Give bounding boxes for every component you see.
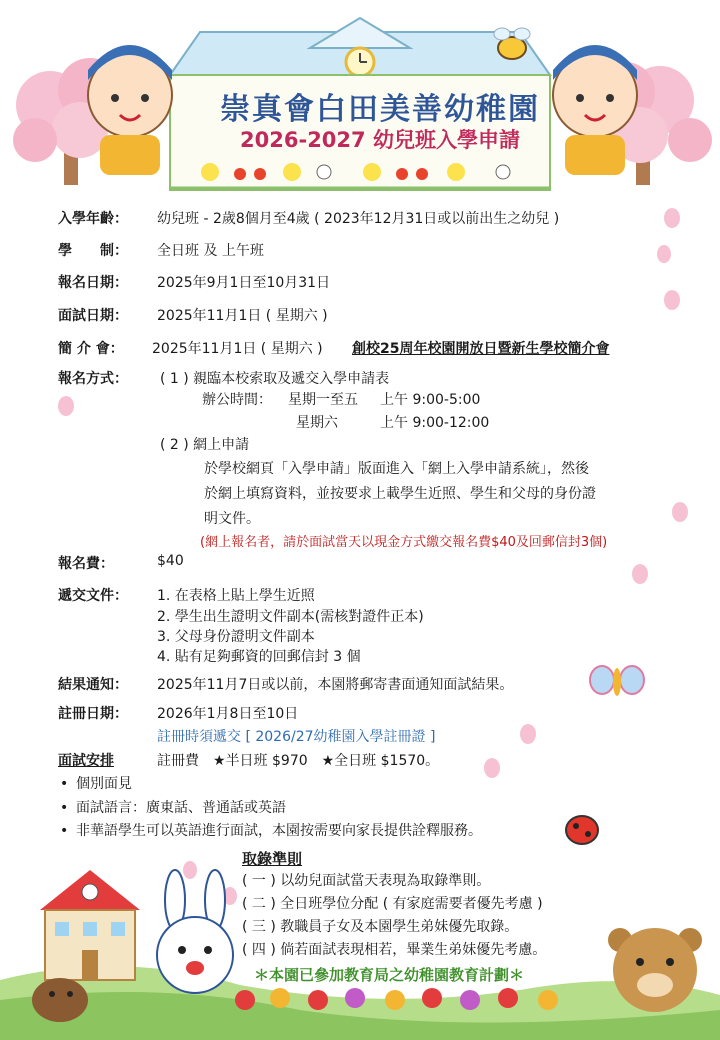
admission-criteria-title: 取錄準則 [242,850,303,868]
document-item: 2. 學生出生證明文件副本(需核對證件正本) [157,609,424,625]
admission-criterion: ( 四 ) 倘若面試表現相若，畢業生弟妹優先考慮。 [242,942,547,958]
method-1: ( 1 ) 親臨本校索取及遞交入學申請表 [160,371,390,387]
system-label: 學 制： [58,243,128,259]
office-hours-label: 辦公時間： [202,392,272,408]
butterfly-icon [590,666,644,696]
age-value: 幼兒班 - 2歲8個月至4歲 ( 2023年12月31日或以前出生之幼兒 ) [157,211,560,227]
mole-character [32,978,88,1022]
office-weekday-time: 上午 9:00-5:00 [380,392,481,408]
school-building-icon [40,870,140,980]
interview-arrangement-label: 面試安排 [58,753,114,769]
office-saturday: 星期六 [296,415,338,431]
documents-label: 遞交文件： [58,588,128,604]
result-label: 結果通知： [58,677,128,693]
register-value: 2026年1月8日至10日 [157,706,299,722]
registration-date-label: 報名日期： [58,275,128,291]
document-item: 1. 在表格上貼上學生近照 [157,588,315,604]
document-item: 4. 貼有足夠郵資的回郵信封 3 個 [157,649,361,665]
page-subtitle: 2026-2027 幼兒班入學申請 [240,128,520,152]
briefing-label: 簡 介 會： [58,341,124,357]
footer-illustration [0,850,720,1040]
bunny-character [157,870,233,993]
online-fee-note: (網上報名者，請於面試當天以現金方式繳交報名費$40及回郵信封3個) [200,535,608,550]
admission-criterion: ( 一 ) 以幼兒面試當天表現為取錄準則。 [242,873,491,889]
office-saturday-time: 上午 9:00-12:00 [380,415,490,431]
method-2-line-2: 於網上填寫資料，並按要求上載學生近照、學生和父母的身份證 [204,486,596,502]
age-label: 入學年齡： [58,211,128,227]
interview-bullet: • 個別面見 [76,775,132,793]
system-value: 全日班 及 上午班 [157,243,264,259]
school-name: 崇真會白田美善幼稚園 [220,92,540,127]
flower-row [235,988,558,1010]
admission-criterion: ( 二 ) 全日班學位分配 ( 有家庭需要者優先考慮 ) [242,896,543,912]
method-label: 報名方式： [58,371,128,387]
admission-criterion: ( 三 ) 教職員子女及本園學生弟妹優先取錄。 [242,919,519,935]
method-2-line-3: 明文件。 [204,511,260,527]
registration-date-value: 2025年9月1日至10月31日 [157,275,331,291]
interview-bullet: • 非華語學生可以英語進行面試，本園按需要向家長提供詮釋服務。 [76,822,482,840]
interview-date-value: 2025年11月1日 ( 星期六 ) [157,308,328,324]
fee-value: $40 [157,553,184,569]
office-weekday: 星期一至五 [288,392,358,408]
briefing-event: 創校25周年校園開放日暨新生學校簡介會 [352,341,610,357]
register-note: 註冊時須遞交 [ 2026/27幼稚園入學註冊證 ] [157,729,436,745]
education-scheme-note: ＊本園已參加教育局之幼稚園教育計劃＊ [254,966,525,984]
result-value: 2025年11月7日或以前，本園將郵寄書面通知面試結果。 [157,677,514,693]
registration-fee: 註冊費 ★半日班 $970 ★全日班 $1570。 [157,753,440,769]
briefing-date: 2025年11月1日 ( 星期六 ) [152,341,323,357]
interview-bullet: • 面試語言：廣東話、普通話或英語 [76,799,286,817]
interview-date-label: 面試日期： [58,308,128,324]
register-label: 註冊日期： [58,706,128,722]
ladybug-icon [566,816,598,844]
method-2: ( 2 ) 網上申請 [160,437,250,453]
document-item: 3. 父母身份證明文件副本 [157,629,315,645]
method-2-line-1: 於學校網頁「入學申請」版面進入「網上入學申請系統」，然後 [204,461,589,477]
fee-label: 報名費： [58,556,114,572]
